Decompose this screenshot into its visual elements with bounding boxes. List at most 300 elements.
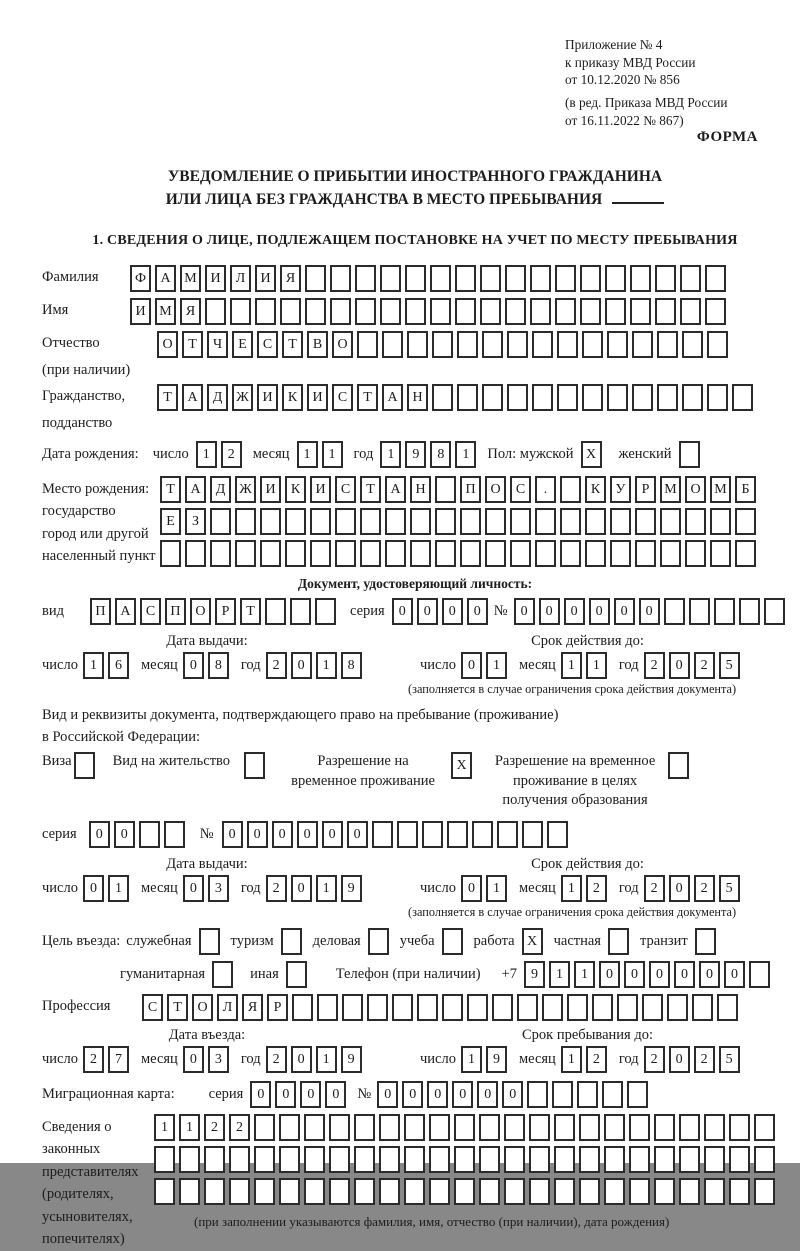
representative-char-cell[interactable]: [679, 1114, 700, 1141]
birthplace-char-cell[interactable]: У: [610, 476, 631, 503]
visa-checkbox[interactable]: [74, 752, 95, 779]
profession-char-cell[interactable]: [692, 994, 713, 1021]
surname-char-cell[interactable]: [705, 265, 726, 292]
doc-number-cell[interactable]: 0: [614, 598, 635, 625]
representative-char-cell[interactable]: [479, 1114, 500, 1141]
representative-char-cell[interactable]: [429, 1178, 450, 1205]
name-char-cell[interactable]: [355, 298, 376, 325]
representative-char-cell[interactable]: [504, 1178, 525, 1205]
phone-digit-cell[interactable]: [749, 961, 770, 988]
surname-char-cell[interactable]: [655, 265, 676, 292]
phone-digit-cell[interactable]: 0: [674, 961, 695, 988]
representative-char-cell[interactable]: [304, 1114, 325, 1141]
phone-digit-cell[interactable]: 1: [574, 961, 595, 988]
citizenship-char-cell[interactable]: Д: [207, 384, 228, 411]
doc-number-cell[interactable]: 0: [589, 598, 610, 625]
temp-permit-checkbox[interactable]: X: [451, 752, 472, 779]
patronymic-char-cell[interactable]: [607, 331, 628, 358]
citizenship-char-cell[interactable]: [557, 384, 578, 411]
representative-char-cell[interactable]: [304, 1178, 325, 1205]
profession-char-cell[interactable]: [417, 994, 438, 1021]
representative-char-cell[interactable]: [554, 1114, 575, 1141]
migration-number-cell[interactable]: [552, 1081, 573, 1108]
representative-char-cell[interactable]: [704, 1146, 725, 1173]
migration-number-cell[interactable]: 0: [402, 1081, 423, 1108]
representative-char-cell[interactable]: 1: [154, 1114, 175, 1141]
representative-char-cell[interactable]: [154, 1178, 175, 1205]
profession-char-cell[interactable]: [617, 994, 638, 1021]
migration-number-cell[interactable]: 0: [377, 1081, 398, 1108]
representative-char-cell[interactable]: [529, 1178, 550, 1205]
residence-expiry-month-cell[interactable]: 1: [561, 875, 582, 902]
birth-month-cell[interactable]: 1: [297, 441, 318, 468]
female-checkbox[interactable]: [679, 441, 700, 468]
birthplace-char-cell[interactable]: [710, 508, 731, 535]
representative-char-cell[interactable]: [329, 1178, 350, 1205]
birth-year-cell[interactable]: 1: [380, 441, 401, 468]
profession-char-cell[interactable]: Я: [242, 994, 263, 1021]
birthplace-char-cell[interactable]: [435, 540, 456, 567]
citizenship-char-cell[interactable]: И: [257, 384, 278, 411]
residence-seriya-cell[interactable]: 0: [89, 821, 110, 848]
birth-day-cell[interactable]: 1: [196, 441, 217, 468]
name-char-cell[interactable]: [580, 298, 601, 325]
residence-seriya-cell[interactable]: [164, 821, 185, 848]
birthplace-char-cell[interactable]: [660, 508, 681, 535]
representative-char-cell[interactable]: [254, 1146, 275, 1173]
residence-issue-month-cell[interactable]: 0: [183, 875, 204, 902]
birthplace-char-cell[interactable]: [660, 540, 681, 567]
representative-char-cell[interactable]: [454, 1114, 475, 1141]
birthplace-char-cell[interactable]: [585, 508, 606, 535]
birthplace-char-cell[interactable]: А: [385, 476, 406, 503]
edu-permit-checkbox[interactable]: [668, 752, 689, 779]
citizenship-char-cell[interactable]: [532, 384, 553, 411]
representative-char-cell[interactable]: [454, 1146, 475, 1173]
birthplace-char-cell[interactable]: [285, 540, 306, 567]
doc-number-cell[interactable]: [714, 598, 735, 625]
residence-number-cell[interactable]: [447, 821, 468, 848]
birthplace-char-cell[interactable]: К: [585, 476, 606, 503]
representative-char-cell[interactable]: [754, 1146, 775, 1173]
surname-char-cell[interactable]: [555, 265, 576, 292]
profession-char-cell[interactable]: [717, 994, 738, 1021]
profession-char-cell[interactable]: [567, 994, 588, 1021]
citizenship-char-cell[interactable]: [657, 384, 678, 411]
residence-number-cell[interactable]: 0: [222, 821, 243, 848]
patronymic-char-cell[interactable]: [632, 331, 653, 358]
migration-number-cell[interactable]: 0: [452, 1081, 473, 1108]
migration-number-cell[interactable]: [602, 1081, 623, 1108]
stay-day-cell[interactable]: 9: [486, 1046, 507, 1073]
purpose-transit-checkbox[interactable]: [695, 928, 716, 955]
representative-char-cell[interactable]: [479, 1146, 500, 1173]
surname-char-cell[interactable]: И: [255, 265, 276, 292]
birthplace-char-cell[interactable]: М: [660, 476, 681, 503]
representative-char-cell[interactable]: [179, 1146, 200, 1173]
surname-char-cell[interactable]: [305, 265, 326, 292]
doc-seriya-cell[interactable]: 0: [442, 598, 463, 625]
patronymic-char-cell[interactable]: В: [307, 331, 328, 358]
representative-char-cell[interactable]: [329, 1114, 350, 1141]
surname-char-cell[interactable]: [630, 265, 651, 292]
migration-seriya-cell[interactable]: 0: [300, 1081, 321, 1108]
birthplace-char-cell[interactable]: П: [460, 476, 481, 503]
birthplace-char-cell[interactable]: [485, 540, 506, 567]
residence-issue-day-cell[interactable]: 0: [83, 875, 104, 902]
representative-char-cell[interactable]: [379, 1114, 400, 1141]
name-char-cell[interactable]: [280, 298, 301, 325]
stay-year-cell[interactable]: 2: [694, 1046, 715, 1073]
representative-char-cell[interactable]: [479, 1178, 500, 1205]
representative-char-cell[interactable]: [304, 1146, 325, 1173]
stay-month-cell[interactable]: 1: [561, 1046, 582, 1073]
representative-char-cell[interactable]: [604, 1178, 625, 1205]
representative-char-cell[interactable]: 2: [229, 1114, 250, 1141]
doc-number-cell[interactable]: [764, 598, 785, 625]
patronymic-char-cell[interactable]: [532, 331, 553, 358]
representative-char-cell[interactable]: [279, 1114, 300, 1141]
name-char-cell[interactable]: Я: [180, 298, 201, 325]
birth-day-cell[interactable]: 2: [221, 441, 242, 468]
doc-expiry-month-cell[interactable]: 1: [586, 652, 607, 679]
residence-number-cell[interactable]: [547, 821, 568, 848]
representative-char-cell[interactable]: [254, 1114, 275, 1141]
birthplace-char-cell[interactable]: [560, 476, 581, 503]
doc-kind-char-cell[interactable]: А: [115, 598, 136, 625]
patronymic-char-cell[interactable]: [357, 331, 378, 358]
citizenship-char-cell[interactable]: Ж: [232, 384, 253, 411]
representative-char-cell[interactable]: [179, 1178, 200, 1205]
residence-expiry-year-cell[interactable]: 2: [694, 875, 715, 902]
name-char-cell[interactable]: [630, 298, 651, 325]
name-char-cell[interactable]: [205, 298, 226, 325]
birthplace-char-cell[interactable]: О: [685, 476, 706, 503]
stay-year-cell[interactable]: 0: [669, 1046, 690, 1073]
migration-number-cell[interactable]: [577, 1081, 598, 1108]
profession-char-cell[interactable]: [667, 994, 688, 1021]
phone-digit-cell[interactable]: 0: [649, 961, 670, 988]
citizenship-char-cell[interactable]: А: [382, 384, 403, 411]
citizenship-char-cell[interactable]: [607, 384, 628, 411]
citizenship-char-cell[interactable]: К: [282, 384, 303, 411]
name-char-cell[interactable]: [655, 298, 676, 325]
birthplace-char-cell[interactable]: [610, 508, 631, 535]
residence-number-cell[interactable]: [497, 821, 518, 848]
doc-kind-char-cell[interactable]: С: [140, 598, 161, 625]
representative-char-cell[interactable]: [579, 1146, 600, 1173]
name-char-cell[interactable]: [230, 298, 251, 325]
name-char-cell[interactable]: [505, 298, 526, 325]
doc-expiry-day-cell[interactable]: 0: [461, 652, 482, 679]
residence-number-cell[interactable]: 0: [272, 821, 293, 848]
patronymic-char-cell[interactable]: С: [257, 331, 278, 358]
representative-char-cell[interactable]: [354, 1146, 375, 1173]
surname-char-cell[interactable]: Я: [280, 265, 301, 292]
surname-char-cell[interactable]: [355, 265, 376, 292]
name-char-cell[interactable]: [305, 298, 326, 325]
surname-char-cell[interactable]: [680, 265, 701, 292]
representative-char-cell[interactable]: [554, 1146, 575, 1173]
doc-kind-char-cell[interactable]: Т: [240, 598, 261, 625]
citizenship-char-cell[interactable]: Н: [407, 384, 428, 411]
representative-char-cell[interactable]: [429, 1146, 450, 1173]
representative-char-cell[interactable]: [404, 1146, 425, 1173]
residence-number-cell[interactable]: 0: [322, 821, 343, 848]
birthplace-char-cell[interactable]: [310, 540, 331, 567]
residence-expiry-month-cell[interactable]: 2: [586, 875, 607, 902]
birthplace-char-cell[interactable]: О: [485, 476, 506, 503]
representative-char-cell[interactable]: [354, 1114, 375, 1141]
surname-char-cell[interactable]: [505, 265, 526, 292]
patronymic-char-cell[interactable]: [432, 331, 453, 358]
residence-expiry-day-cell[interactable]: 1: [486, 875, 507, 902]
name-char-cell[interactable]: [430, 298, 451, 325]
name-char-cell[interactable]: [380, 298, 401, 325]
patronymic-char-cell[interactable]: [657, 331, 678, 358]
stay-day-cell[interactable]: 1: [461, 1046, 482, 1073]
name-char-cell[interactable]: [680, 298, 701, 325]
doc-kind-char-cell[interactable]: [315, 598, 336, 625]
birthplace-char-cell[interactable]: [685, 508, 706, 535]
migration-number-cell[interactable]: 0: [477, 1081, 498, 1108]
surname-char-cell[interactable]: Ф: [130, 265, 151, 292]
patronymic-char-cell[interactable]: О: [157, 331, 178, 358]
doc-number-cell[interactable]: 0: [564, 598, 585, 625]
surname-char-cell[interactable]: А: [155, 265, 176, 292]
birthplace-char-cell[interactable]: [635, 540, 656, 567]
purpose-other-checkbox[interactable]: [286, 961, 307, 988]
residence-number-cell[interactable]: [397, 821, 418, 848]
birthplace-char-cell[interactable]: [310, 508, 331, 535]
doc-issue-year-cell[interactable]: 2: [266, 652, 287, 679]
purpose-study-checkbox[interactable]: [442, 928, 463, 955]
doc-issue-year-cell[interactable]: 1: [316, 652, 337, 679]
representative-char-cell[interactable]: 2: [204, 1114, 225, 1141]
doc-number-cell[interactable]: 0: [514, 598, 535, 625]
birthplace-char-cell[interactable]: [510, 508, 531, 535]
representative-char-cell[interactable]: [629, 1114, 650, 1141]
doc-expiry-year-cell[interactable]: 2: [644, 652, 665, 679]
representative-char-cell[interactable]: [504, 1114, 525, 1141]
surname-char-cell[interactable]: [605, 265, 626, 292]
representative-char-cell[interactable]: [629, 1146, 650, 1173]
patronymic-char-cell[interactable]: Е: [232, 331, 253, 358]
patronymic-char-cell[interactable]: [482, 331, 503, 358]
birthplace-char-cell[interactable]: [185, 540, 206, 567]
representative-char-cell[interactable]: [279, 1178, 300, 1205]
birthplace-char-cell[interactable]: [160, 540, 181, 567]
representative-char-cell[interactable]: [229, 1146, 250, 1173]
birthplace-char-cell[interactable]: [535, 508, 556, 535]
profession-char-cell[interactable]: С: [142, 994, 163, 1021]
doc-kind-char-cell[interactable]: [290, 598, 311, 625]
profession-char-cell[interactable]: [492, 994, 513, 1021]
birthplace-char-cell[interactable]: Е: [160, 508, 181, 535]
representative-char-cell[interactable]: [529, 1146, 550, 1173]
profession-char-cell[interactable]: [592, 994, 613, 1021]
doc-expiry-year-cell[interactable]: 2: [694, 652, 715, 679]
birthplace-char-cell[interactable]: [260, 540, 281, 567]
doc-seriya-cell[interactable]: 0: [467, 598, 488, 625]
patronymic-char-cell[interactable]: [557, 331, 578, 358]
phone-digit-cell[interactable]: 0: [724, 961, 745, 988]
doc-expiry-month-cell[interactable]: 1: [561, 652, 582, 679]
surname-char-cell[interactable]: [530, 265, 551, 292]
profession-char-cell[interactable]: [292, 994, 313, 1021]
name-char-cell[interactable]: [405, 298, 426, 325]
doc-number-cell[interactable]: 0: [639, 598, 660, 625]
representative-char-cell[interactable]: [404, 1178, 425, 1205]
citizenship-char-cell[interactable]: [582, 384, 603, 411]
entry-year-cell[interactable]: 1: [316, 1046, 337, 1073]
residence-issue-day-cell[interactable]: 1: [108, 875, 129, 902]
representative-char-cell[interactable]: [679, 1146, 700, 1173]
stay-year-cell[interactable]: 5: [719, 1046, 740, 1073]
citizenship-char-cell[interactable]: [732, 384, 753, 411]
patronymic-char-cell[interactable]: [507, 331, 528, 358]
birthplace-char-cell[interactable]: .: [535, 476, 556, 503]
birthplace-char-cell[interactable]: [560, 508, 581, 535]
name-char-cell[interactable]: [530, 298, 551, 325]
residence-expiry-day-cell[interactable]: 0: [461, 875, 482, 902]
patronymic-char-cell[interactable]: [382, 331, 403, 358]
birthplace-char-cell[interactable]: [210, 508, 231, 535]
doc-issue-day-cell[interactable]: 1: [83, 652, 104, 679]
name-char-cell[interactable]: [255, 298, 276, 325]
profession-char-cell[interactable]: Т: [167, 994, 188, 1021]
residence-number-cell[interactable]: [372, 821, 393, 848]
surname-char-cell[interactable]: [480, 265, 501, 292]
purpose-business-checkbox[interactable]: [368, 928, 389, 955]
birthplace-char-cell[interactable]: [335, 540, 356, 567]
birthplace-char-cell[interactable]: [360, 540, 381, 567]
citizenship-char-cell[interactable]: [682, 384, 703, 411]
representative-char-cell[interactable]: [704, 1178, 725, 1205]
citizenship-char-cell[interactable]: С: [332, 384, 353, 411]
phone-digit-cell[interactable]: 0: [624, 961, 645, 988]
patronymic-char-cell[interactable]: Т: [282, 331, 303, 358]
phone-digit-cell[interactable]: 0: [599, 961, 620, 988]
profession-char-cell[interactable]: [542, 994, 563, 1021]
representative-char-cell[interactable]: [529, 1114, 550, 1141]
doc-number-cell[interactable]: [689, 598, 710, 625]
citizenship-char-cell[interactable]: [482, 384, 503, 411]
residence-seriya-cell[interactable]: [139, 821, 160, 848]
representative-char-cell[interactable]: [229, 1178, 250, 1205]
surname-char-cell[interactable]: [455, 265, 476, 292]
representative-char-cell[interactable]: [679, 1178, 700, 1205]
birthplace-char-cell[interactable]: Б: [735, 476, 756, 503]
profession-char-cell[interactable]: О: [192, 994, 213, 1021]
representative-char-cell[interactable]: [404, 1114, 425, 1141]
doc-kind-char-cell[interactable]: [265, 598, 286, 625]
doc-issue-year-cell[interactable]: 8: [341, 652, 362, 679]
birthplace-char-cell[interactable]: Т: [360, 476, 381, 503]
birthplace-char-cell[interactable]: [485, 508, 506, 535]
residence-number-cell[interactable]: [422, 821, 443, 848]
residence-issue-year-cell[interactable]: 2: [266, 875, 287, 902]
birthplace-char-cell[interactable]: [735, 508, 756, 535]
birthplace-char-cell[interactable]: [535, 540, 556, 567]
representative-char-cell[interactable]: [279, 1146, 300, 1173]
birthplace-char-cell[interactable]: [435, 476, 456, 503]
surname-char-cell[interactable]: [430, 265, 451, 292]
birthplace-char-cell[interactable]: Д: [210, 476, 231, 503]
birth-year-cell[interactable]: 8: [430, 441, 451, 468]
residence-issue-year-cell[interactable]: 9: [341, 875, 362, 902]
phone-digit-cell[interactable]: 0: [699, 961, 720, 988]
profession-char-cell[interactable]: Л: [217, 994, 238, 1021]
doc-expiry-year-cell[interactable]: 5: [719, 652, 740, 679]
patronymic-char-cell[interactable]: [707, 331, 728, 358]
residence-permit-checkbox[interactable]: [244, 752, 265, 779]
patronymic-char-cell[interactable]: Т: [182, 331, 203, 358]
birthplace-char-cell[interactable]: К: [285, 476, 306, 503]
birthplace-char-cell[interactable]: [585, 540, 606, 567]
doc-number-cell[interactable]: [664, 598, 685, 625]
birthplace-char-cell[interactable]: [235, 508, 256, 535]
purpose-humanitarian-checkbox[interactable]: [212, 961, 233, 988]
birth-year-cell[interactable]: 9: [405, 441, 426, 468]
representative-char-cell[interactable]: [604, 1114, 625, 1141]
citizenship-char-cell[interactable]: [632, 384, 653, 411]
citizenship-char-cell[interactable]: [707, 384, 728, 411]
stay-month-cell[interactable]: 2: [586, 1046, 607, 1073]
birthplace-char-cell[interactable]: И: [260, 476, 281, 503]
representative-char-cell[interactable]: [429, 1114, 450, 1141]
patronymic-char-cell[interactable]: [682, 331, 703, 358]
doc-issue-month-cell[interactable]: 0: [183, 652, 204, 679]
residence-issue-month-cell[interactable]: 3: [208, 875, 229, 902]
representative-char-cell[interactable]: [729, 1146, 750, 1173]
entry-year-cell[interactable]: 2: [266, 1046, 287, 1073]
doc-kind-char-cell[interactable]: П: [165, 598, 186, 625]
residence-expiry-year-cell[interactable]: 2: [644, 875, 665, 902]
representative-char-cell[interactable]: [329, 1146, 350, 1173]
residence-seriya-cell[interactable]: 0: [114, 821, 135, 848]
doc-number-cell[interactable]: [739, 598, 760, 625]
representative-char-cell[interactable]: [154, 1146, 175, 1173]
representative-char-cell[interactable]: [729, 1178, 750, 1205]
residence-expiry-year-cell[interactable]: 0: [669, 875, 690, 902]
birthplace-char-cell[interactable]: З: [185, 508, 206, 535]
name-char-cell[interactable]: И: [130, 298, 151, 325]
residence-number-cell[interactable]: 0: [347, 821, 368, 848]
entry-day-cell[interactable]: 7: [108, 1046, 129, 1073]
birthplace-char-cell[interactable]: [335, 508, 356, 535]
patronymic-char-cell[interactable]: О: [332, 331, 353, 358]
representative-char-cell[interactable]: [654, 1114, 675, 1141]
representative-char-cell[interactable]: [654, 1146, 675, 1173]
residence-number-cell[interactable]: 0: [297, 821, 318, 848]
surname-char-cell[interactable]: [405, 265, 426, 292]
representative-char-cell[interactable]: [254, 1178, 275, 1205]
representative-char-cell[interactable]: [554, 1178, 575, 1205]
profession-char-cell[interactable]: [317, 994, 338, 1021]
representative-char-cell[interactable]: [454, 1178, 475, 1205]
representative-char-cell[interactable]: [579, 1114, 600, 1141]
purpose-work-checkbox[interactable]: X: [522, 928, 543, 955]
birthplace-char-cell[interactable]: Н: [410, 476, 431, 503]
male-checkbox[interactable]: X: [581, 441, 602, 468]
birthplace-char-cell[interactable]: [385, 540, 406, 567]
migration-seriya-cell[interactable]: 0: [325, 1081, 346, 1108]
birthplace-char-cell[interactable]: А: [185, 476, 206, 503]
surname-char-cell[interactable]: М: [180, 265, 201, 292]
name-char-cell[interactable]: [605, 298, 626, 325]
doc-issue-month-cell[interactable]: 8: [208, 652, 229, 679]
